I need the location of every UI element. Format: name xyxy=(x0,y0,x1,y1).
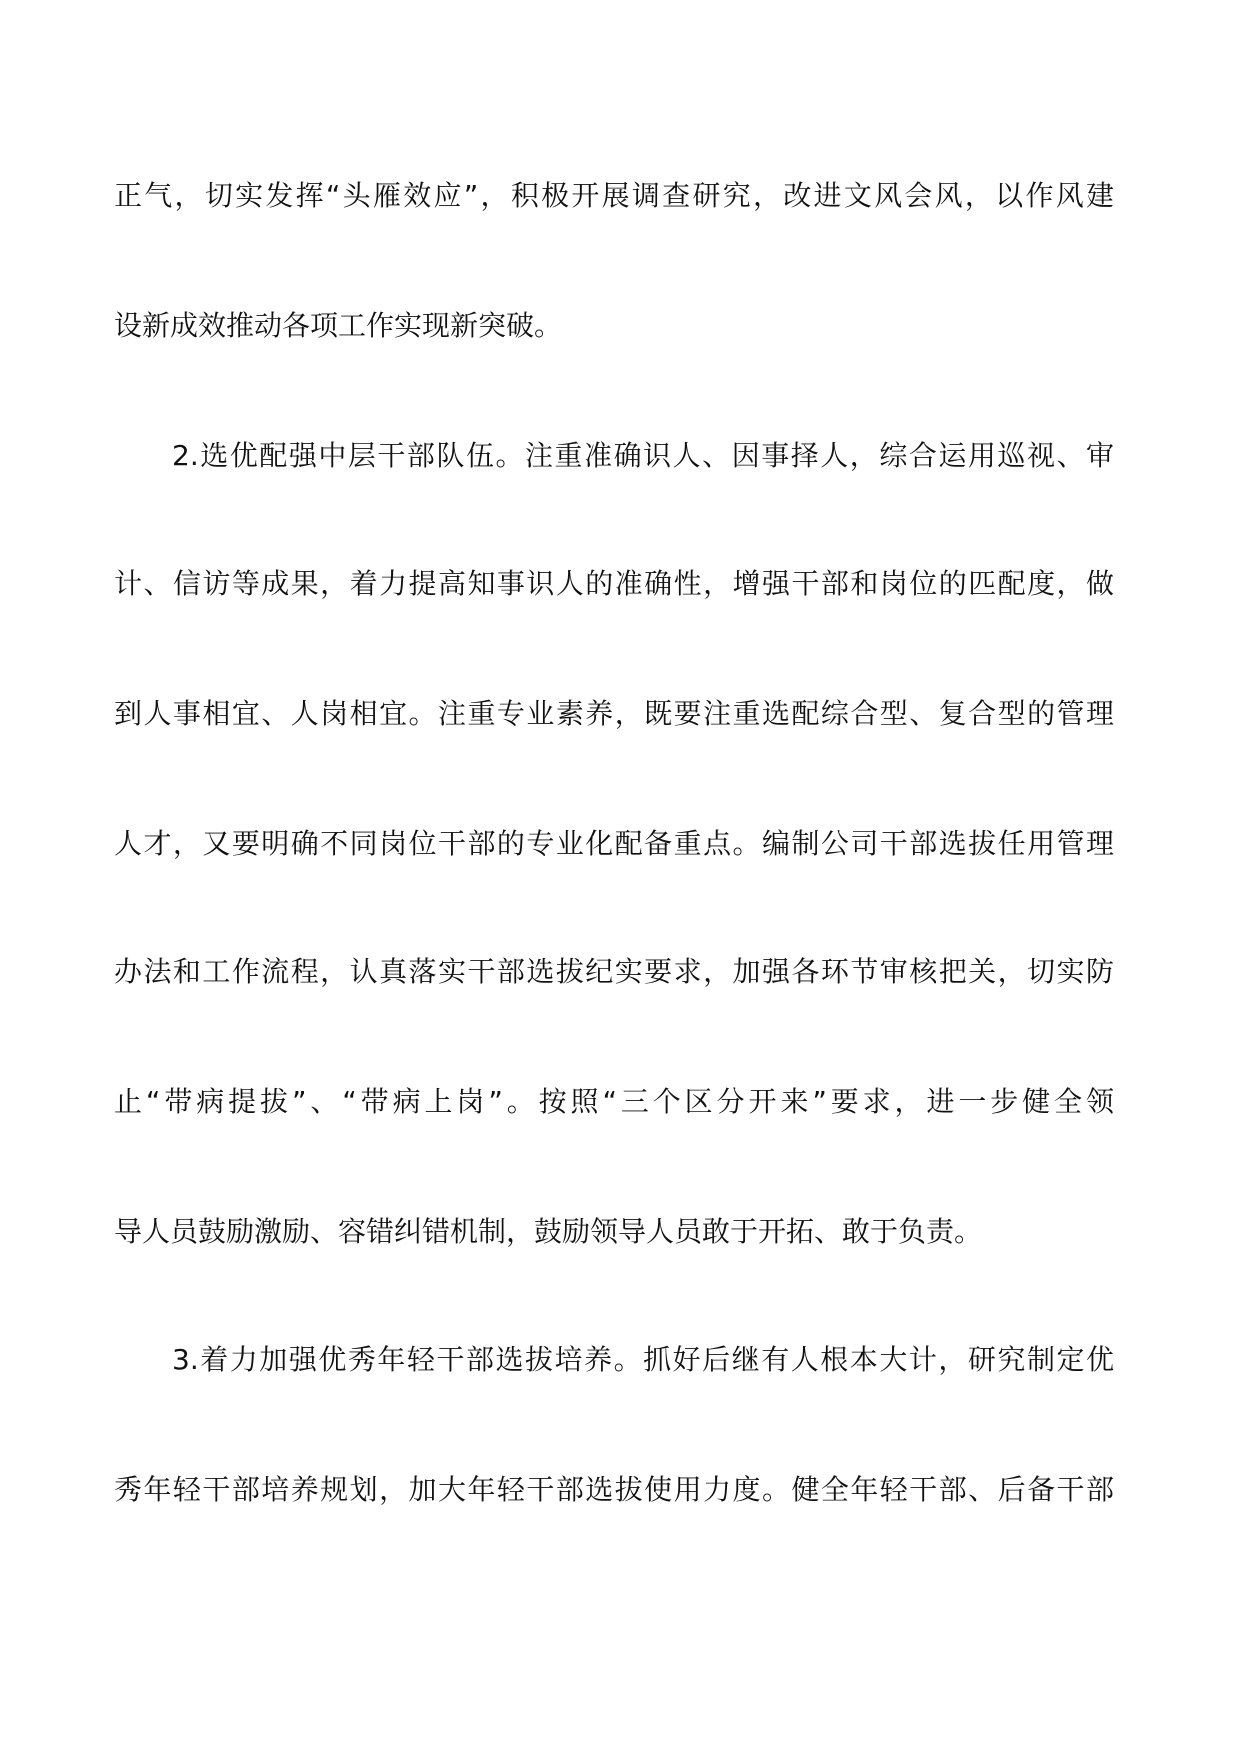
text-line: 秀年轻干部培养规划，加大年轻干部选拔使用力度。健全年轻干部、后备干部 xyxy=(114,1473,1114,1506)
text-line: 人才，又要明确不同岗位干部的专业化配备重点。编制公司干部选拔任用管理 xyxy=(114,827,1114,860)
text-line: 正气，切实发挥“头雁效应”，积极开展调查研究，改进文风会风，以作风建 xyxy=(114,179,1114,212)
text-line: 到人事相宜、人岗相宜。注重专业素养，既要注重选配综合型、复合型的管理 xyxy=(114,697,1114,730)
text-line: 止“带病提拔”、“带病上岗”。按照“三个区分开来”要求，进一步健全领 xyxy=(114,1085,1114,1118)
text-line: 2.选优配强中层干部队伍。注重准确识人、因事择人，综合运用巡视、审 xyxy=(172,439,1114,472)
text-line: 3.着力加强优秀年轻干部选拔培养。抓好后继有人根本大计，研究制定优 xyxy=(172,1343,1114,1376)
text-line: 导人员鼓励激励、容错纠错机制，鼓励领导人员敢于开拓、敢于负责。 xyxy=(114,1215,983,1248)
text-line: 办法和工作流程，认真落实干部选拔纪实要求，加强各环节审核把关，切实防 xyxy=(114,955,1114,988)
text-line: 设新成效推动各项工作实现新突破。 xyxy=(114,309,563,342)
text-line: 计、信访等成果，着力提高知事识人的准确性，增强干部和岗位的匹配度，做 xyxy=(114,567,1114,600)
